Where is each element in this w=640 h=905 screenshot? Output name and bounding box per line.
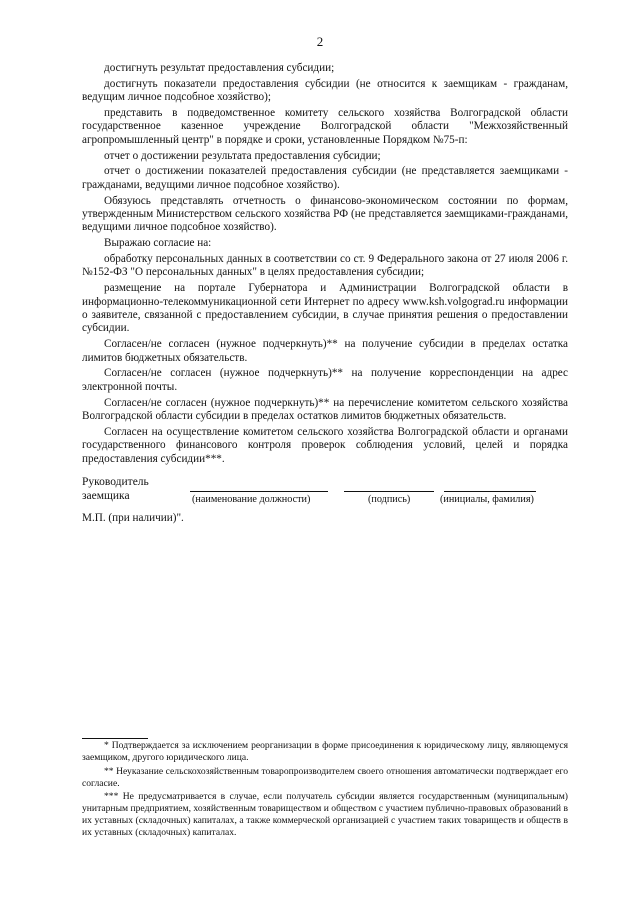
paragraph: представить в подведомственное комитету сельского хозяйства Волгоградской области государственное казенное учреждение Волгоградской области "Межхозяйственный агропромышленный центр" в порядке и сроки, установленные Порядком №75-п: [82,107,568,146]
name-signature-line [444,491,536,492]
paragraph: Обязуюсь представлять отчетность о финансово-экономическом состоянии по формам, утвержденным Министерством сельского хозяйства РФ (не представляется заемщиками-гражданами, ведущими личное подсобное хозяйство). [82,194,568,234]
page-number: 2 [316,34,324,49]
position-signature-line [190,491,328,492]
signer-role-line2: заемщика [82,490,130,502]
paragraph: отчет о достижении показателей предоставления субсидии (не представляется заемщиками - гражданами, ведущими личное подсобное хозяйство). [82,165,568,191]
seal-note: М.П. (при наличии)". [82,512,184,524]
footnote: *** Не предусматривается в случае, если получатель субсидии является государственным (муниципальным) унитарным предприятием, хозяйственным товариществом и обществом с участием публично-правовых образований в их уставных (складочных) капиталах, а также коммерческой организацией с участием таких товариществ и обществ в их уставных (складочных) капиталах. [82,791,568,839]
caption-signature: (подпись) [368,494,411,505]
paragraph: достигнуть показатели предоставления субсидии (не относится к заемщикам - гражданам, ведущим личное подсобное хозяйство); [82,77,568,104]
footnote-divider [82,738,148,739]
paragraph: Согласен/не согласен (нужное подчеркнуть)** на перечисление комитетом сельского хозяйства Волгоградской области субсидии в пределах остатков лимитов бюджетных обязательств. [82,396,568,423]
signature-block [82,475,568,503]
paragraph: размещение на портале Губернатора и Администрации Волгоградской области в информационно-телекоммуникационной сети Интернет по адресу www.ksh.volgograd.ru информации о заявителе, связанной с предоставлением субсидии, в случае принятия решения о предоставлении субсидии. [82,282,568,335]
caption-position: (наименование должности) [192,494,311,505]
caption-name: (инициалы, фамилия) [440,494,534,505]
signer-role-line1: Руководитель [82,476,149,488]
paragraph: обработку персональных данных в соответствии со ст. 9 Федерального закона от 27 июля 2006 г. №152-ФЗ "О персональных данных" в целях предоставления субсидии; [82,253,568,279]
document-body [82,62,568,468]
footnotes [82,740,568,841]
paragraph: Выражаю согласие на: [104,237,212,250]
paragraph: Согласен/не согласен (нужное подчеркнуть)** на получение корреспонденции на адрес электронной почты. [82,367,568,393]
footnote: ** Неуказание сельскохозяйственным товаропроизводителем своего отношения автоматически подтверждает его согласие. [82,765,568,789]
footnote: * Подтверждается за исключением реорганизации в форме присоединения к юридическому лицу, являющемуся заемщиком, другого юридического лица. [82,740,568,763]
paragraph: Согласен на осуществление комитетом сельского хозяйства Волгоградской области и органами государственного финансового контроля проверок соблюдения условий, целей и порядка предоставления субсидии***. [82,425,568,465]
signature-line [344,491,434,492]
paragraph: отчет о достижении результата предоставления субсидии; [104,149,381,162]
paragraph: достигнуть результат предоставления субсидии; [104,62,335,74]
paragraph: Согласен/не согласен (нужное подчеркнуть)** на получение субсидии в пределах остатка лимитов бюджетных обязательств. [82,338,568,364]
